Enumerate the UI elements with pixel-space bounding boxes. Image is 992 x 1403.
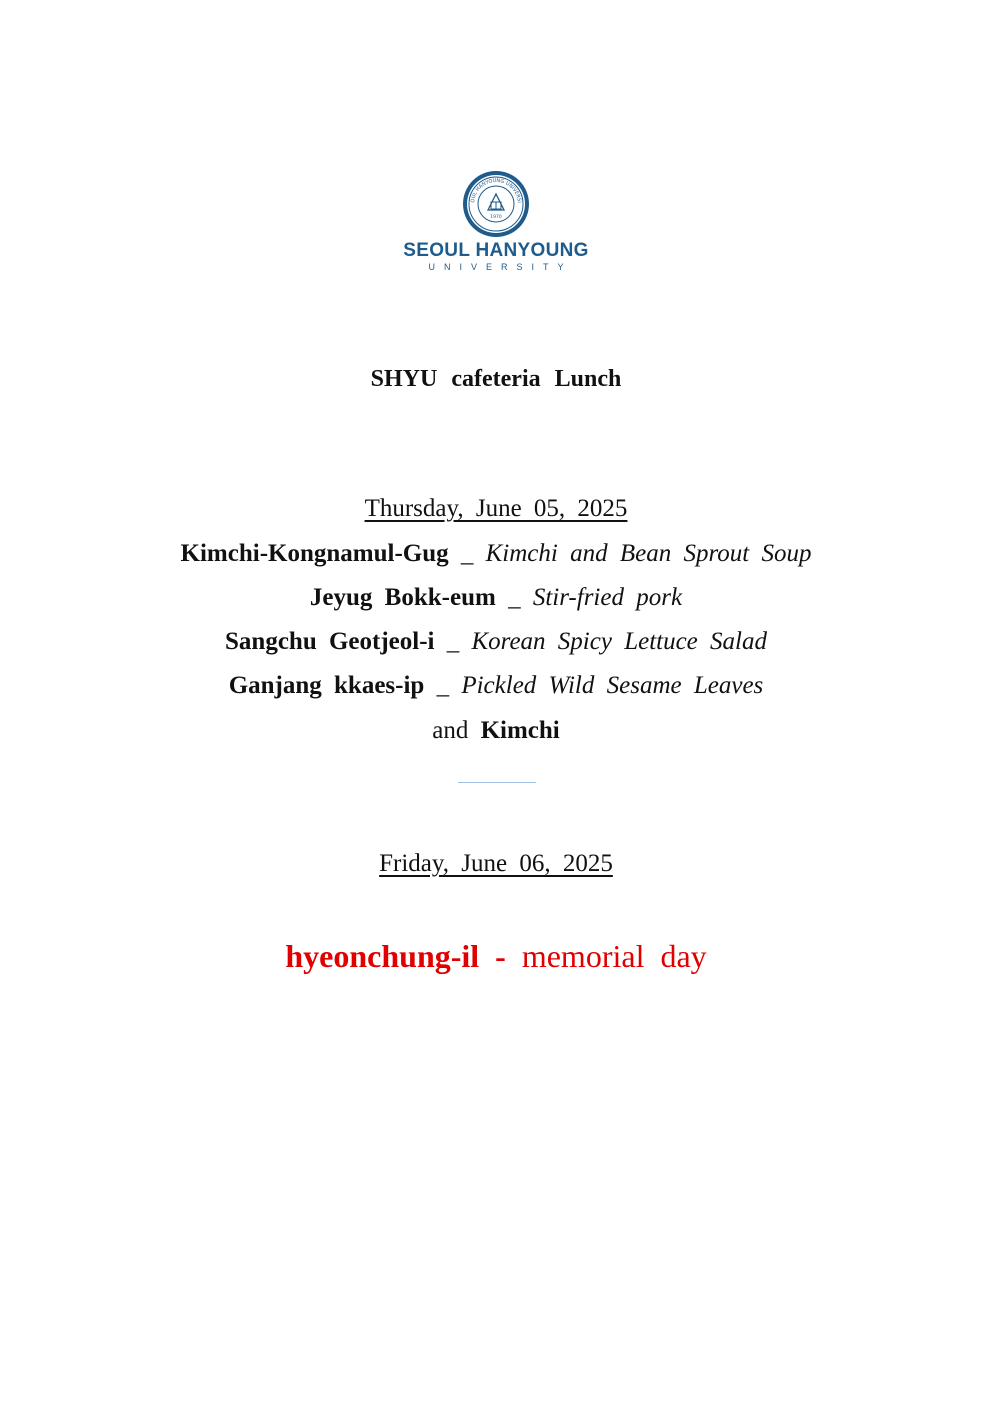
day-2-date: Friday, June 06, 2025 [379, 850, 613, 877]
university-seal-icon [462, 170, 530, 238]
menu-extra-prefix: and [432, 717, 469, 744]
menu-item-english: Pickled Wild Sesame Leaves [461, 672, 764, 699]
menu-item-separator: _ [446, 628, 460, 655]
holiday-notice [0, 937, 992, 975]
holiday-english-name: memorial day [521, 938, 707, 974]
menu-item-2 [0, 583, 992, 613]
menu-item-english: Kimchi and Bean Sprout Soup [485, 540, 812, 567]
page-title: SHYU cafeteria Lunch [370, 366, 622, 392]
seal-ring-text: OUL HANYOUNG UNIVERSI [469, 177, 522, 204]
logo-name: SEOUL HANYOUNG [403, 240, 589, 261]
menu-item-separator: _ [508, 584, 521, 611]
menu-item-korean: Sangchu Geotjeol-i [225, 628, 435, 655]
menu-item-4 [0, 671, 992, 701]
holiday-korean-name: hyeonchung-il [285, 938, 480, 974]
menu-item-english: Korean Spicy Lettuce Salad [471, 628, 767, 655]
menu-item-english: Stir-fried pork [532, 584, 683, 611]
menu-extra [0, 716, 992, 746]
menu-item-korean: Ganjang kkaes-ip [228, 672, 425, 699]
menu-item-korean: Kimchi-Kongnamul-Gug [180, 540, 449, 567]
logo-subtitle: UNIVERSITY [428, 262, 573, 272]
menu-item-korean: Jeyug Bokk-eum [309, 584, 496, 611]
day-1-date: Thursday, June 05, 2025 [364, 495, 628, 522]
holiday-separator: - [495, 938, 506, 974]
seal-year: 1970 [490, 215, 502, 220]
menu-item-separator: _ [460, 540, 474, 567]
menu-item-3 [0, 627, 992, 657]
section-divider [458, 782, 536, 783]
menu-extra-item: Kimchi [480, 717, 560, 744]
menu-item-separator: _ [436, 672, 450, 699]
menu-item-1 [0, 539, 992, 569]
university-logo [0, 170, 992, 273]
